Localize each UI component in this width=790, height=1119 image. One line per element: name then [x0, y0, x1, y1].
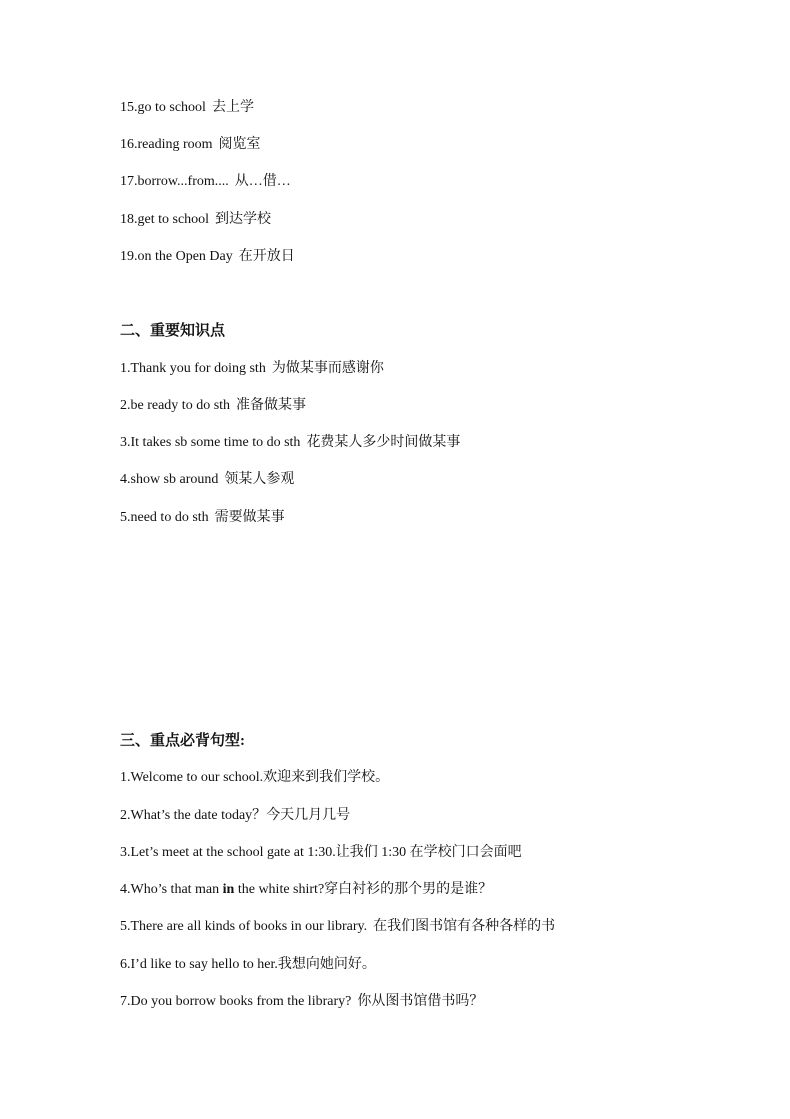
phrase-en: 16.reading room	[120, 137, 213, 152]
phrase-zh: 到达学校	[215, 212, 272, 227]
phrase-item	[120, 136, 261, 154]
knowledge-zh: 需要做某事	[214, 510, 285, 525]
phrase-zh: 去上学	[211, 100, 254, 115]
knowledge-item	[120, 434, 460, 452]
sentence-item	[120, 807, 350, 825]
sentence-item	[120, 993, 483, 1011]
sentence-zh: 在我们图书馆有各种各样的书	[373, 919, 556, 934]
phrase-zh: 在开放日	[238, 249, 295, 264]
phrase-item	[120, 248, 295, 266]
knowledge-item	[120, 360, 384, 378]
phrase-zh: 阅览室	[218, 137, 261, 152]
phrase-item	[120, 173, 291, 191]
phrase-en: 19.on the Open Day	[120, 249, 233, 264]
knowledge-zh: 花费某人多少时间做某事	[306, 435, 461, 450]
sentence-item	[120, 881, 492, 899]
sentence-zh: 穿白衬衫的那个男的是谁？	[324, 882, 493, 897]
knowledge-en: 1.Thank you for doing sth	[120, 361, 266, 376]
phrase-item	[120, 211, 271, 229]
knowledge-zh: 领某人参观	[224, 472, 295, 487]
knowledge-zh: 为做某事而感谢你	[271, 361, 384, 376]
section-heading-knowledge-points: 二、重要知识点	[120, 323, 226, 339]
sentence-en: 2.What’s the date today？	[120, 808, 267, 823]
sentence-item	[120, 844, 522, 862]
sentence-en: 1.Welcome to our school.	[120, 770, 264, 785]
knowledge-en: 4.show sb around	[120, 472, 219, 487]
sentence-en-bold-word: in	[222, 882, 235, 897]
phrase-item	[120, 99, 254, 117]
knowledge-en: 3.It takes sb some time to do sth	[120, 435, 301, 450]
knowledge-item	[120, 509, 285, 527]
knowledge-en: 5.need to do sth	[120, 510, 209, 525]
knowledge-en: 2.be ready to do sth	[120, 398, 231, 413]
sentence-zh: 你从图书馆借书吗？	[357, 994, 484, 1009]
phrase-en: 17.borrow...from....	[120, 174, 229, 189]
phrase-en: 15.go to school	[120, 100, 206, 115]
sentence-en-part1: 4.Who’s that man	[120, 882, 220, 897]
knowledge-item	[120, 471, 294, 489]
sentence-item	[120, 769, 389, 787]
knowledge-zh: 准备做某事	[236, 398, 307, 413]
sentence-en: 3.Let’s meet at the school gate at 1:30.	[120, 845, 336, 860]
phrase-zh: 从…借…	[234, 174, 291, 189]
sentence-zh: 让我们 1:30 在学校门口会面吧	[335, 845, 522, 860]
sentence-zh: 欢迎来到我们学校。	[263, 770, 390, 785]
sentence-zh: 我想向她问好。	[277, 957, 376, 972]
section-heading-key-sentences: 三、重点必背句型:	[120, 733, 245, 749]
knowledge-item	[120, 397, 306, 415]
phrase-en: 18.get to school	[120, 212, 210, 227]
sentence-en: 5.There are all kinds of books in our library.	[120, 919, 368, 934]
sentence-item	[120, 918, 555, 936]
sentence-item	[120, 956, 376, 974]
sentence-zh: 今天几月几号	[266, 808, 351, 823]
sentence-en: 6.I’d like to say hello to her.	[120, 957, 278, 972]
sentence-en-part2: the white shirt?	[237, 882, 325, 897]
sentence-en: 7.Do you borrow books from the library?	[120, 994, 352, 1009]
